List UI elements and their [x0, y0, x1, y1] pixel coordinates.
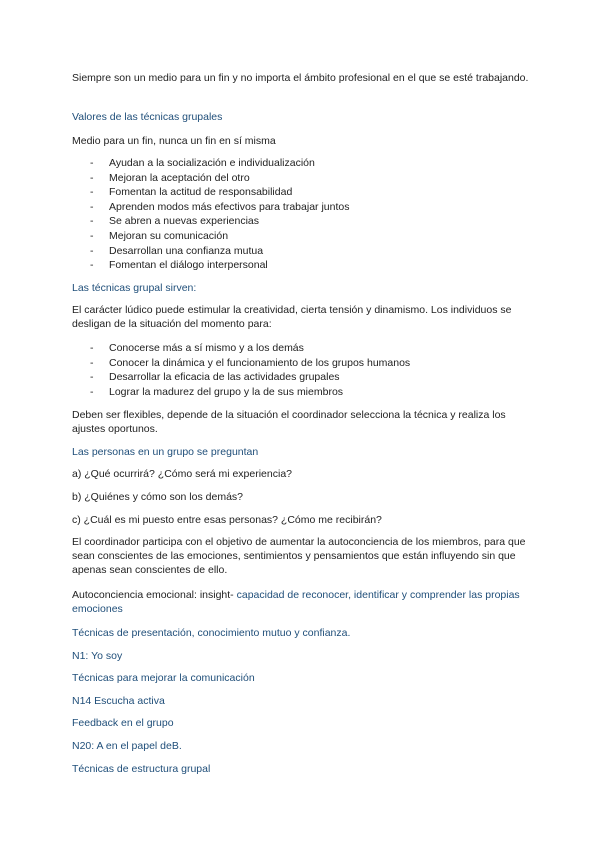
heading-comunicacion: Técnicas para mejorar la comunicación — [72, 672, 255, 684]
list-item: - Lograr la madurez del grupo y la de sus miembros — [72, 385, 410, 400]
medio-paragraph: Medio para un fin, nunca un fin en sí misma — [72, 135, 276, 147]
list-item: - Conocer la dinámica y el funcionamiento de los grupos humanos — [72, 356, 410, 371]
list-item: - Desarrollan una confianza mutua — [72, 244, 349, 259]
valores-list — [72, 156, 349, 273]
coordinador-paragraph: El coordinador participa con el objetivo de aumentar la autoconciencia de los miembros, para que sean conscientes de las emociones, sentimientos y pensamientos que están influyendo sin que apenas sean conscientes de ello. — [72, 536, 526, 576]
question-a: a) ¿Qué ocurrirá? ¿Cómo será mi experiencia? — [72, 468, 292, 480]
list-item: - Aprenden modos más efectivos para trabajar juntos — [72, 200, 349, 215]
heading-estructura: Técnicas de estructura grupal — [72, 763, 211, 775]
heading-personas: Las personas en un grupo se preguntan — [72, 446, 259, 458]
question-b: b) ¿Quiénes y cómo son los demás? — [72, 491, 243, 503]
intro-paragraph: Siempre son un medio para un fin y no importa el ámbito profesional en el que se esté trabajando. — [72, 72, 529, 84]
technique-n1: N1: Yo soy — [72, 650, 123, 662]
list-item: - Mejoran la aceptación del otro — [72, 171, 349, 186]
list-item: - Conocerse más a sí mismo y a los demás — [72, 341, 410, 356]
flexibles-paragraph: Deben ser flexibles, depende de la situación el coordinador selecciona la técnica y realiza los ajustes oportunos. — [72, 409, 506, 435]
list-item: - Fomentan la actitud de responsabilidad — [72, 185, 349, 200]
list-item: - Se abren a nuevas experiencias — [72, 214, 349, 229]
technique-n20: N20: A en el papel deB. — [72, 740, 182, 752]
list-item: - Mejoran su comunicación — [72, 229, 349, 244]
autoconciencia-label: Autoconciencia emocional: insight- — [72, 589, 234, 601]
autoconciencia-paragraph — [72, 588, 530, 616]
heading-feedback: Feedback en el grupo — [72, 717, 174, 729]
heading-presentacion: Técnicas de presentación, conocimiento mutuo y confianza. — [72, 627, 351, 639]
autoconciencia-definition: capacidad de reconocer, identificar y comprender las propias emociones — [72, 589, 520, 615]
heading-valores: Valores de las técnicas grupales — [72, 111, 223, 123]
question-c: c) ¿Cuál es mi puesto entre esas personas? ¿Cómo me recibirán? — [72, 514, 382, 526]
technique-n14: N14 Escucha activa — [72, 695, 165, 707]
list-item: - Fomentan el diálogo interpersonal — [72, 258, 349, 273]
list-item: - Ayudan a la socialización e individualización — [72, 156, 349, 171]
list-item: - Desarrollar la eficacia de las actividades grupales — [72, 370, 410, 385]
ludico-paragraph: El carácter lúdico puede estimular la creatividad, cierta tensión y dinamismo. Los individuos se desligan de la situación del momento para: — [72, 304, 512, 330]
sirven-list — [72, 341, 410, 399]
heading-sirven: Las técnicas grupal sirven: — [72, 282, 197, 294]
